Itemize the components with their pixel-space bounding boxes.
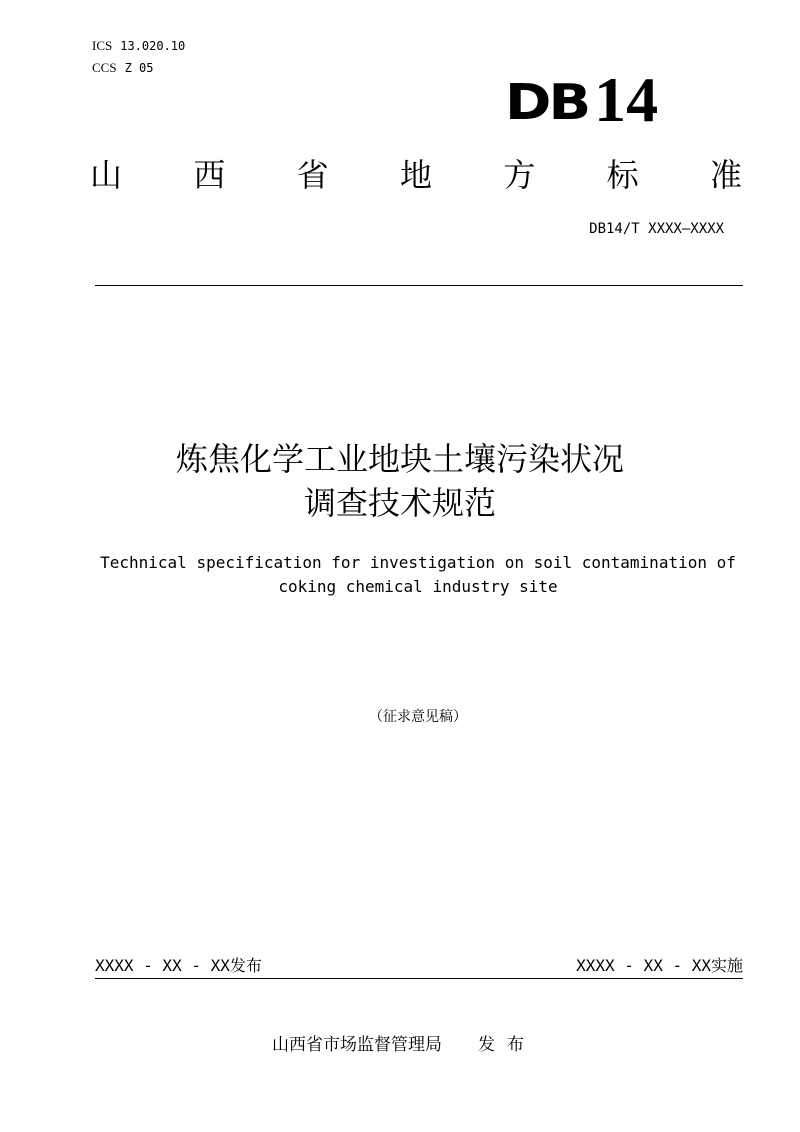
standard-type-char: 方: [503, 156, 536, 194]
issuer-verb: 发布: [478, 1035, 536, 1055]
ics-line: [92, 38, 185, 54]
implement-date: XXXX - XX - XX: [576, 956, 711, 975]
bottom-divider: [95, 978, 743, 979]
implement-date-line: [576, 955, 743, 977]
ics-label: ICS: [92, 38, 113, 53]
top-divider: [95, 285, 743, 286]
publish-date-line: [95, 955, 262, 977]
draft-status: （征求意见稿）: [369, 709, 467, 725]
title-en-line2: coking chemical industry site: [278, 577, 558, 596]
title-en-line1: Technical specification for investigation on soil contamination of: [100, 553, 736, 572]
publish-date: XXXX - XX - XX: [95, 956, 230, 975]
standard-number: DB14/T XXXX—XXXX: [589, 221, 724, 237]
issuer-organization: 山西省市场监督管理局: [272, 1035, 442, 1055]
ccs-line: [92, 60, 153, 76]
logo-letters: DB: [505, 73, 589, 132]
logo-number: 14: [594, 64, 659, 135]
standard-type-char: 山: [90, 156, 123, 194]
standard-type-char: 准: [709, 156, 742, 194]
ccs-label: CCS: [92, 60, 117, 75]
db14-logo: [505, 64, 659, 146]
standard-type-char: 西: [193, 156, 226, 194]
implement-label: 实施: [710, 956, 743, 975]
standard-type-char: 省: [296, 156, 329, 194]
standard-type-char: 标: [606, 156, 639, 194]
title-zh-line2: 调查技术规范: [303, 484, 496, 522]
standard-type-heading: [90, 150, 742, 200]
issuer-line: [272, 1033, 536, 1057]
title-zh-line1: 炼焦化学工业地块土壤污染状况: [175, 440, 624, 478]
ccs-code: Z 05: [124, 61, 154, 75]
standard-type-char: 地: [399, 156, 432, 194]
publish-label: 发布: [229, 956, 262, 975]
ics-code: 13.020.10: [120, 39, 186, 53]
